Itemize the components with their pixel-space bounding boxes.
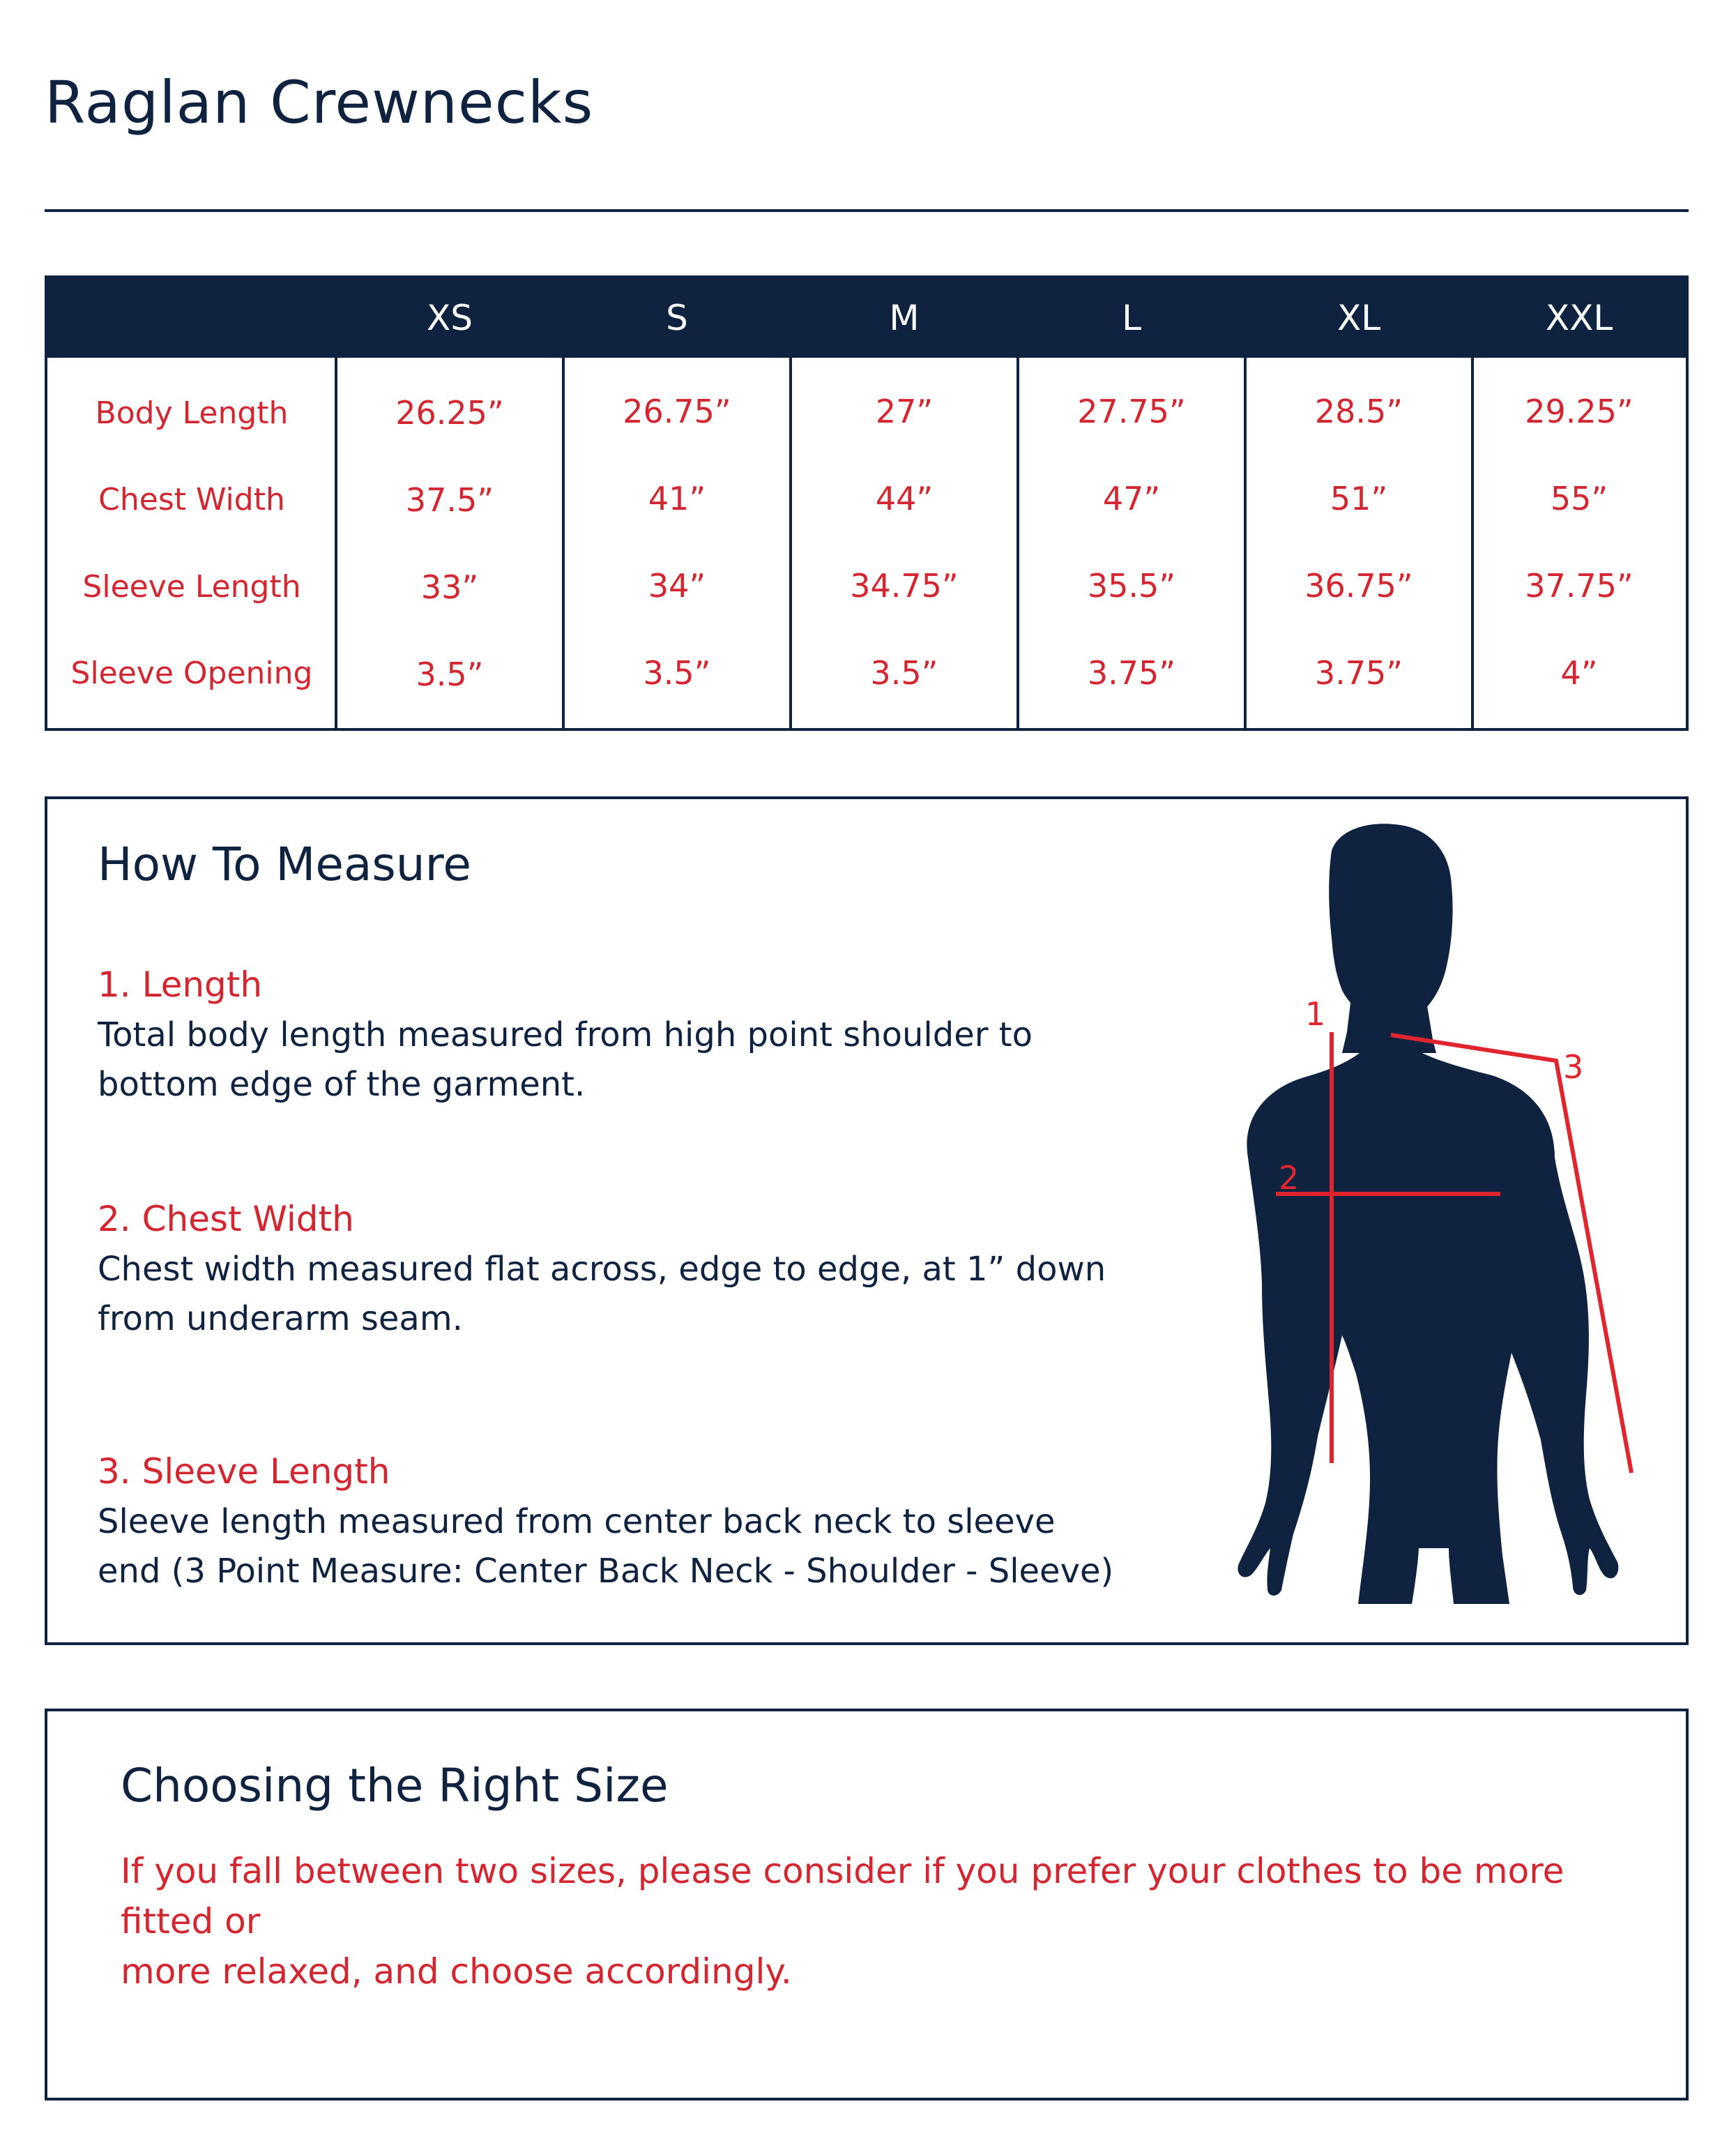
table-cell: 44” <box>875 480 934 517</box>
size-header-xxl: XXL <box>1545 298 1613 338</box>
table-cell: 33” <box>420 568 479 606</box>
table-cell: 47” <box>1102 480 1161 517</box>
marker-1-label: 1 <box>1305 995 1326 1033</box>
step-sleeve-title: 3. Sleeve Length <box>98 1451 390 1492</box>
table-cell: 3.5” <box>870 654 938 692</box>
step-chest-title: 2. Chest Width <box>98 1199 354 1239</box>
marker-3-label: 3 <box>1563 1048 1584 1086</box>
table-cell: 3.75” <box>1314 654 1403 692</box>
table-cell: 3.5” <box>416 656 484 693</box>
step-sleeve-body <box>98 1497 1143 1596</box>
size-header-row <box>47 278 1686 358</box>
table-cell: 27” <box>875 393 934 430</box>
table-cell: 28.5” <box>1314 393 1403 430</box>
body-silhouette-figure <box>1129 823 1673 1632</box>
silhouette-icon <box>1238 824 1618 1604</box>
step-length-body <box>98 1010 1143 1110</box>
size-header-s: S <box>666 298 688 338</box>
table-cell: 4” <box>1560 654 1598 692</box>
choosing-text-line: more relaxed, and choose accordingly. <box>121 1951 792 1992</box>
size-chart-table <box>45 275 1689 731</box>
table-cell: 26.25” <box>395 394 504 432</box>
step-chest-body <box>98 1245 1143 1344</box>
choosing-text-line: If you fall between two sizes, please consider if you prefer your clothes to be more fitted or <box>121 1851 1564 1941</box>
row-label-body-length: Body Length <box>95 395 289 431</box>
table-cell: 27.75” <box>1077 393 1186 430</box>
size-header-l: L <box>1122 298 1141 338</box>
table-cell: 55” <box>1550 480 1608 517</box>
title-divider <box>45 209 1689 212</box>
size-header-xl: XL <box>1337 298 1381 338</box>
table-cell: 37.5” <box>405 481 494 519</box>
table-cell: 51” <box>1330 480 1388 517</box>
table-cell: 34” <box>648 567 706 605</box>
step-body-line: Sleeve length measured from center back neck to sleeve <box>98 1502 1056 1541</box>
choosing-size-panel <box>45 1709 1689 2100</box>
step-body-line: end (3 Point Measure: Center Back Neck - Shoulder - Sleeve) <box>98 1552 1114 1591</box>
table-cell: 34.75” <box>850 567 959 605</box>
choosing-size-heading: Choosing the Right Size <box>121 1759 669 1812</box>
marker-2-label: 2 <box>1279 1159 1300 1197</box>
size-header-m: M <box>889 298 920 338</box>
step-body-line: bottom edge of the garment. <box>98 1065 586 1104</box>
row-label-sleeve-opening: Sleeve Opening <box>70 656 313 691</box>
page-title: Raglan Crewnecks <box>45 68 594 137</box>
table-cell: 3.5” <box>643 654 711 692</box>
table-cell: 26.75” <box>623 393 731 430</box>
row-label-chest-width: Chest Width <box>98 482 285 517</box>
size-header-xs: XS <box>427 298 473 338</box>
choosing-size-text <box>121 1846 1654 1997</box>
table-cell: 37.75” <box>1525 567 1634 605</box>
step-length-title: 1. Length <box>98 964 263 1005</box>
table-cell: 3.75” <box>1087 654 1176 692</box>
how-to-measure-heading: How To Measure <box>98 838 471 891</box>
row-label-sleeve-length: Sleeve Length <box>82 569 301 605</box>
table-cell: 29.25” <box>1525 393 1634 430</box>
step-body-line: Chest width measured flat across, edge to edge, at 1” down <box>98 1250 1106 1289</box>
step-body-line: Total body length measured from high point shoulder to <box>98 1015 1033 1054</box>
step-body-line: from underarm seam. <box>98 1299 463 1338</box>
table-cell: 41” <box>648 480 706 517</box>
table-cell: 36.75” <box>1304 567 1413 605</box>
table-cell: 35.5” <box>1087 567 1176 605</box>
